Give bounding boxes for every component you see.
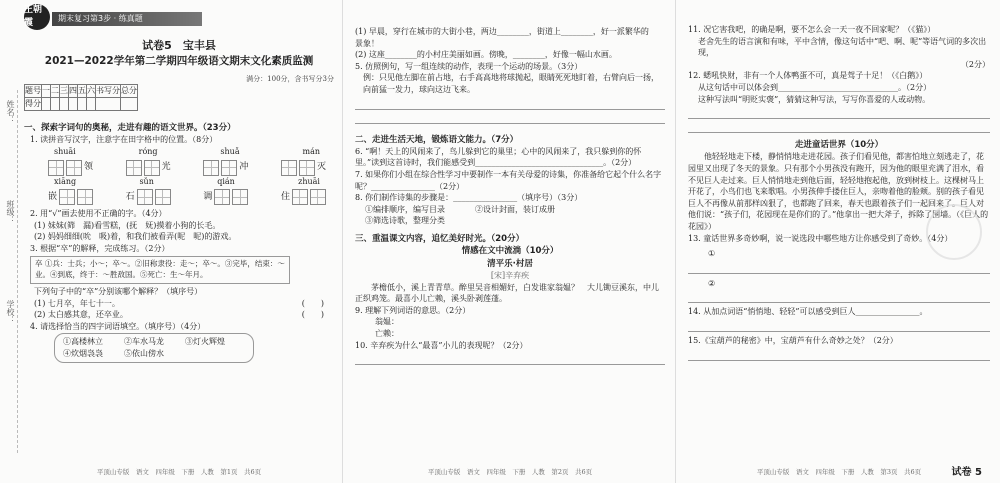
question-6: 6. “啊！天上的风闹来了，鸟儿躲到它的巢里；心中的风闹来了，我只躲到你的怀里。”读到这首诗时，我们能感受到________________________________。（2分） — [355, 146, 642, 168]
answer-line[interactable] — [688, 292, 990, 303]
school-label: 学校： — [6, 300, 15, 324]
char: 冲 — [239, 161, 249, 172]
writing-grid[interactable] — [214, 189, 230, 205]
answer-line[interactable] — [688, 350, 990, 361]
pinyin: róng — [138, 146, 158, 156]
score-header: 六 — [87, 85, 96, 98]
writing-grid[interactable] — [221, 160, 237, 176]
score-table — [24, 84, 138, 111]
char: 调 — [203, 191, 213, 202]
writing-grid[interactable] — [137, 189, 153, 205]
writing-grid[interactable] — [281, 160, 297, 176]
score-cell — [96, 98, 121, 111]
score-header: 五 — [78, 85, 87, 98]
choice: ⑤依山傍水 — [124, 349, 164, 359]
score-header: 一 — [42, 85, 51, 98]
question-5-example: 例：只见他左脚在前占地，右手高高地将球抛起，眼睛死死地盯着，右臂向后一扬，向前猛一发力，球向这边飞来。 — [363, 73, 659, 94]
subsection-title: 走进童话世界（10分） — [794, 140, 884, 151]
option: ③筛选诗歌，整理分类 — [365, 216, 445, 226]
dictionary-box: 卒 ①兵：士兵；小～；卒～。②旧称隶役：走～；卒～。③完毕，结束：～业。④到底，终于：～胜敌国。⑤死亡：生～年月。 — [30, 256, 290, 284]
question-8-options — [365, 204, 665, 216]
question-13-b: ② — [708, 278, 716, 288]
score-header: 二 — [51, 85, 60, 98]
pinyin-row — [24, 176, 334, 188]
question-11: 11. 况它害我吧，的确是啊，要不怎么会一天一夜不回家呢？（《猫》） — [688, 25, 936, 34]
answer-line[interactable] — [688, 321, 990, 332]
question-9: 9. 理解下列词语的意思。（2分） — [355, 305, 471, 315]
choice: ①高楼林立 — [63, 336, 103, 346]
question-8: 8. 你们制作诗集的步骤是：________________（填序号）（3分） — [355, 193, 583, 203]
score-cell — [121, 98, 138, 111]
char: 石 — [125, 191, 135, 202]
question-3-a: (1) 七月卒，年七十一。 — [34, 298, 120, 308]
answer-paren[interactable]: ( ) — [301, 298, 324, 308]
question-3: 3. 根据“卒”的解释，完成练习。（2分） — [30, 243, 170, 253]
pinyin-row — [24, 146, 334, 158]
question-2-b: (2) 妈妈细细(吮 吸)着，和我们被看弄(呢 呢)的游戏。 — [34, 232, 237, 242]
writing-grid[interactable] — [203, 160, 219, 176]
name-label: 姓名： — [6, 100, 15, 124]
word-choices — [54, 333, 254, 363]
score-cell — [78, 98, 87, 111]
page-footer: 平顶山专版 语文 四年级 下册 人教 第2页 共6页 — [427, 467, 593, 476]
score-header: 题号 — [25, 85, 42, 98]
choice: ②车水马龙 — [124, 336, 164, 346]
score-cell — [87, 98, 96, 111]
fill-1: (1) 早晨，穿行在城市的大街小巷，两边________，街道上________，好一派繁华的 — [355, 27, 649, 36]
score-header: 四 — [69, 85, 78, 98]
writing-grid[interactable] — [77, 189, 93, 205]
score-cell — [69, 98, 78, 111]
poem-text: 茅檐低小，溪上青青草。醉里吴音相媚好，白发谁家翁媪？ 大儿锄豆溪东，中儿正织鸡笼。最喜小儿亡赖，溪头卧剥莲蓬。 — [355, 282, 659, 304]
writing-grid[interactable] — [299, 160, 315, 176]
score-row-label: 得分 — [25, 98, 42, 111]
exam-subtitle: 2021—2022学年第二学期四年级语文期末文化素质监测 — [44, 55, 314, 67]
question-14: 14. 从加点词语“悄悄地、轻轻”可以感受到巨人________________。 — [688, 307, 928, 317]
class-label: 班级： — [6, 200, 15, 224]
page-footer: 平顶山专版 语文 四年级 下册 人教 第1页 共6页 — [96, 467, 262, 476]
writing-grid[interactable] — [48, 160, 64, 176]
question-3-b: (2) 太白感其意，还卒业。 — [34, 310, 128, 320]
choice: ③灯火辉煌 — [185, 336, 225, 346]
score-cell — [60, 98, 69, 111]
pinyin: shuǎ — [220, 146, 240, 156]
fill-2: (2) 这座________的小村庄美丽如画。傍晚，________，好像一幅山水画。 — [355, 50, 617, 60]
pinyin: qián — [217, 176, 235, 186]
pinyin: xiāng — [54, 176, 77, 186]
choice: ④炊烟袅袅 — [63, 349, 103, 359]
page-title: 试卷5 宝丰县 — [142, 39, 216, 52]
answer-line[interactable] — [688, 108, 990, 119]
question-10: 10. 辛弃疾为什么“最喜”小儿的表现呢？（2分） — [355, 340, 528, 350]
question-13: 13. 童话世界多奇妙啊，说一说选段中哪些地方让你感受到了奇妙。（4分） — [688, 233, 953, 243]
question-12: 12. 蟋吼快财，非有一个人体鸭蛋不可，真是驾子十足！（《白鹅》） — [688, 71, 928, 81]
binding-margin — [4, 90, 18, 453]
score-note: 满分：100分，含书写分3分 — [246, 75, 334, 83]
paper-badge: 试卷 5 — [951, 466, 982, 478]
score-header: 总分 — [121, 85, 138, 98]
tianzige-row — [24, 160, 334, 176]
option: ①编排顺序，编写目录 — [365, 204, 445, 214]
score-header: 书写分 — [96, 85, 121, 98]
score-header: 三 — [60, 85, 69, 98]
char: 住 — [280, 191, 290, 202]
subsection-title: 情感在文中流淌（10分） — [461, 246, 559, 257]
char: 光 — [161, 161, 171, 172]
question-5: 5. 仿照例句，写一组连续的动作，表现一个运动的场景。（3分） — [355, 61, 583, 71]
option: ②设计封面，装订成册 — [475, 204, 555, 214]
writing-grid[interactable] — [144, 160, 160, 176]
writing-grid[interactable] — [66, 160, 82, 176]
writing-grid[interactable] — [155, 189, 171, 205]
story-passage: 他轻轻地走下楼，静悄悄地走进花园。孩子们看见他，都害怕地立刻逃走了，花园里又出现了冬天的景象。只有那个小男孩没有跑开，因为他的眼里充满了泪水，看不见巨人走过来。巨人悄悄地走到他后面，轻轻地抱起他，放到树枝上。这棵树马上开花了，小鸟们也飞来歌唱。小男孩伸手搂住巨人，亲吻着他的脸颊。别的孩子看见巨人不再像从前那样凶狠了，也都跑了回来，春天也跟着孩子们一起回来了。巨人对他们说：“孩子们，花园现在是你们的了。”他拿出一把大斧子，拆除了围墙。（《巨人的花园》） — [688, 152, 989, 232]
answer-paren[interactable]: ( ) — [301, 310, 324, 320]
score-cell — [42, 98, 51, 111]
score-note: （2分） — [960, 59, 990, 69]
answer-line[interactable] — [355, 113, 665, 124]
question-2-a: (1) 妹妹(筛 漏)看雪糕，(抚 妩)摸着小狗的长毛。 — [34, 220, 221, 230]
writing-grid[interactable] — [126, 160, 142, 176]
char: 灭 — [316, 161, 326, 172]
review-banner: 期末复习第3步 · 练真题 — [52, 12, 202, 26]
answer-line[interactable] — [355, 99, 665, 110]
writing-grid[interactable] — [310, 189, 326, 205]
section-1-heading: 一、探索字词句的奥秘，走进有趣的语文世界。（23分） — [24, 123, 236, 133]
watermark-stamp — [926, 204, 982, 260]
tianzige-row — [24, 189, 334, 205]
question-9-a: 翁媪： — [375, 317, 399, 327]
question-4: 4. 请选择恰当的四字词语填空。（填序号）（4分） — [30, 322, 206, 331]
page-1 — [0, 0, 343, 483]
page-2 — [343, 0, 676, 483]
pinyin: mán — [302, 146, 320, 156]
question-2: 2. 用“√”画去使用不正确的字。（4分） — [30, 209, 167, 219]
poem-title: 清平乐·村居 — [487, 258, 533, 269]
pinyin: shuāi — [54, 146, 76, 156]
fill-1-end: 景象！ — [355, 38, 379, 48]
char: 领 — [84, 161, 94, 172]
answer-line[interactable] — [688, 122, 990, 133]
score-cell — [51, 98, 60, 111]
question-9-b: 亡赖： — [375, 328, 399, 338]
question-12-c: 这种写法叫“明贬实褒”，猜猜这种写法，写写你喜爱的人或动物。 — [698, 94, 931, 104]
section-2-heading: 二、走进生活天地，锻炼语文能力。（7分） — [355, 134, 519, 145]
answer-line[interactable] — [355, 354, 665, 365]
writing-grid[interactable] — [292, 189, 308, 205]
pinyin: sǔn — [139, 176, 154, 186]
brand-logo: 王朝霞 — [24, 4, 50, 30]
pinyin: zhuāi — [298, 176, 320, 186]
question-3-prompt: 下列句子中的“卒”分别该哪个解释？（填序号） — [34, 287, 203, 297]
question-13-a: ① — [708, 249, 716, 259]
char: 嵌 — [48, 191, 58, 202]
question-12-b: 从这句话中可以体会到______________________________。（2分） — [698, 82, 932, 92]
section-3-heading: 三、重温课文内容，追忆美好时光。（20分） — [355, 234, 525, 245]
writing-grid[interactable] — [59, 189, 75, 205]
answer-line[interactable] — [688, 263, 990, 274]
question-7: 7. 如果你们小组在综合性学习中要制作一本有关母爱的诗集，你准备给它起个什么名字呢？________________（2分） — [355, 170, 662, 191]
question-15: 15.《宝葫芦的秘密》中，宝葫芦有什么奇妙之处？（2分） — [688, 336, 898, 345]
writing-grid[interactable] — [232, 189, 248, 205]
poem-author: [宋]辛弃疾 — [490, 270, 530, 280]
question-11-b: 老舍先生的语言演和有味，平中含情，像这句话中“吧、啊、呢”等语气词的多次出现， — [698, 36, 987, 58]
question-1: 1. 读拼音写汉字，注意字在田字格中的位置。（8分） — [30, 135, 218, 145]
page-footer: 平顶山专版 语文 四年级 下册 人教 第3页 共6页 — [756, 467, 922, 476]
page-3 — [676, 0, 1000, 483]
